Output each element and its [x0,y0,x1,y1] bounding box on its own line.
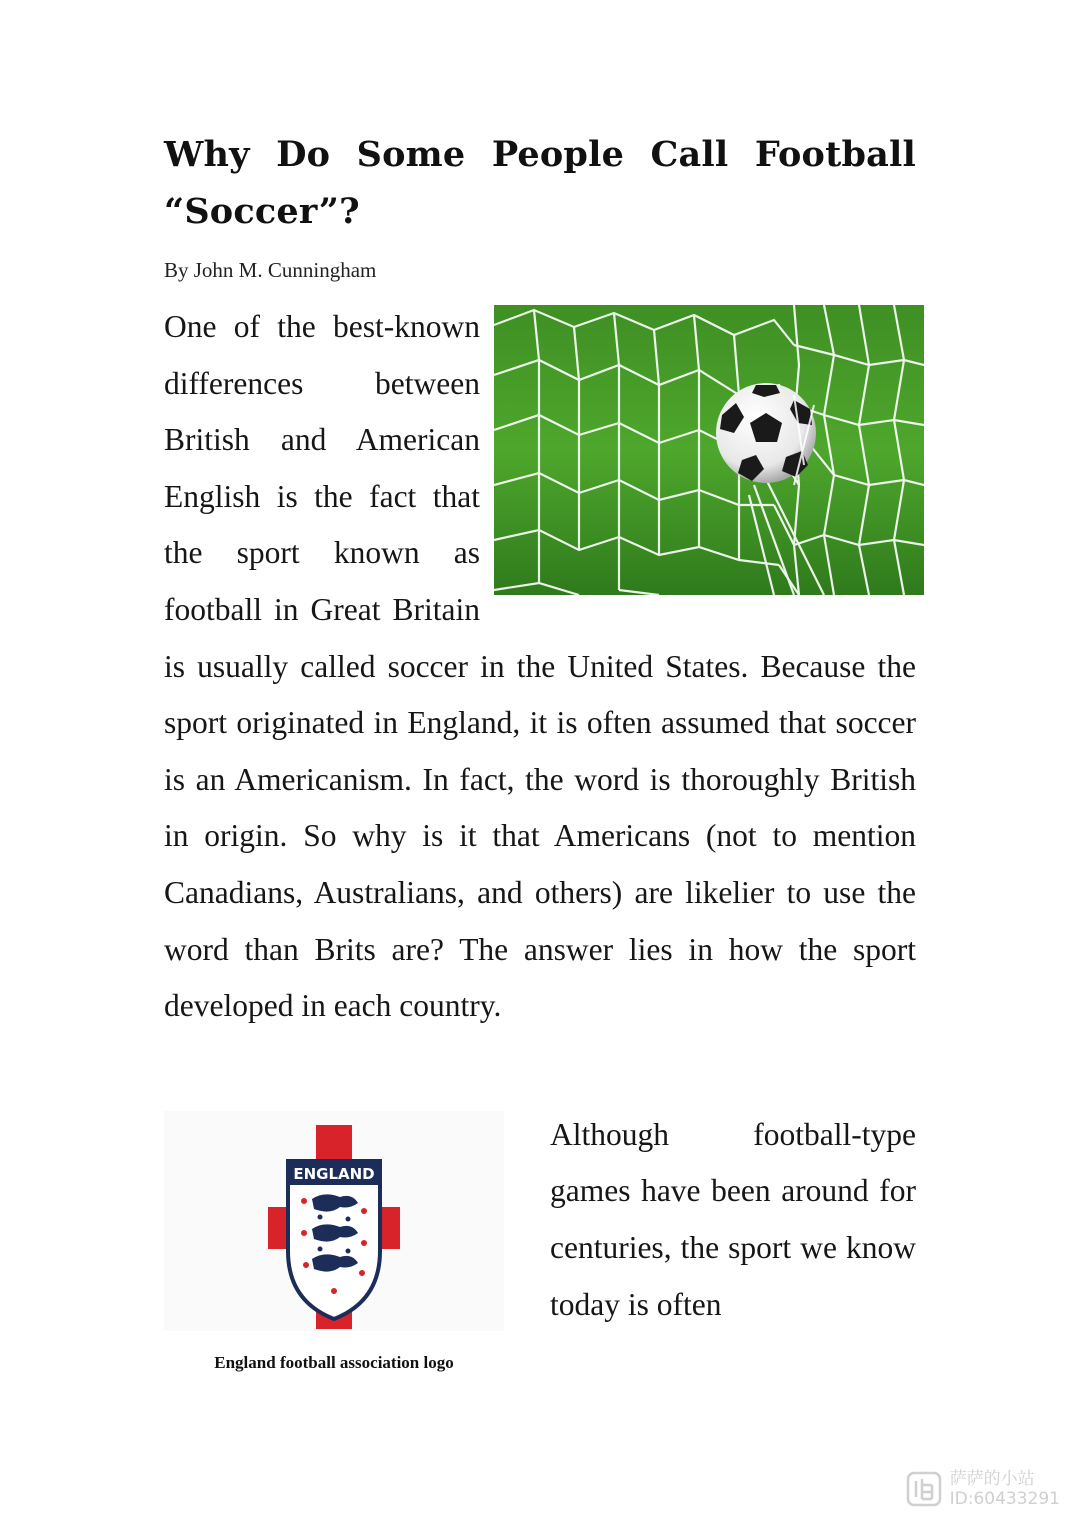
england-fa-crest-icon [164,1111,504,1331]
article-paragraph-2 [164,1107,916,1372]
watermark [904,1469,1060,1509]
article [164,126,916,1371]
logo-caption: England football association logo [214,1352,454,1372]
article-title: Why Do Some People Call Football “Soccer”? [164,134,916,232]
watermark-line-1: 萨萨的小站 [949,1469,1035,1489]
crest-text: ENGLAND [293,1164,375,1183]
soccer-ball-in-net-icon [494,305,924,595]
logo-figure [164,1111,524,1371]
watermark-logo-icon [904,1469,944,1509]
article-paragraph-1 [164,299,916,1035]
article-byline: By John M. Cunningham [164,258,377,282]
paragraph-2-text: Although football-type games have been around for centuries, the sport we know today is often [550,1116,916,1322]
paragraph-1-text: One of the best-known differences between British and American English is the fact that the sport known as football in Great Britain is usually called soccer in the United States. Because the sport originated in England, it is often assumed that soccer is an Americanism. In fact, the word is thoroughly British in origin. So why is it that Americans (not to mention Canadians, Australians, and others) are likelier to use the word than Brits are? The answer lies in how the sport developed in each country. [164,309,916,1024]
watermark-line-2: ID:60433291 [949,1489,1060,1509]
